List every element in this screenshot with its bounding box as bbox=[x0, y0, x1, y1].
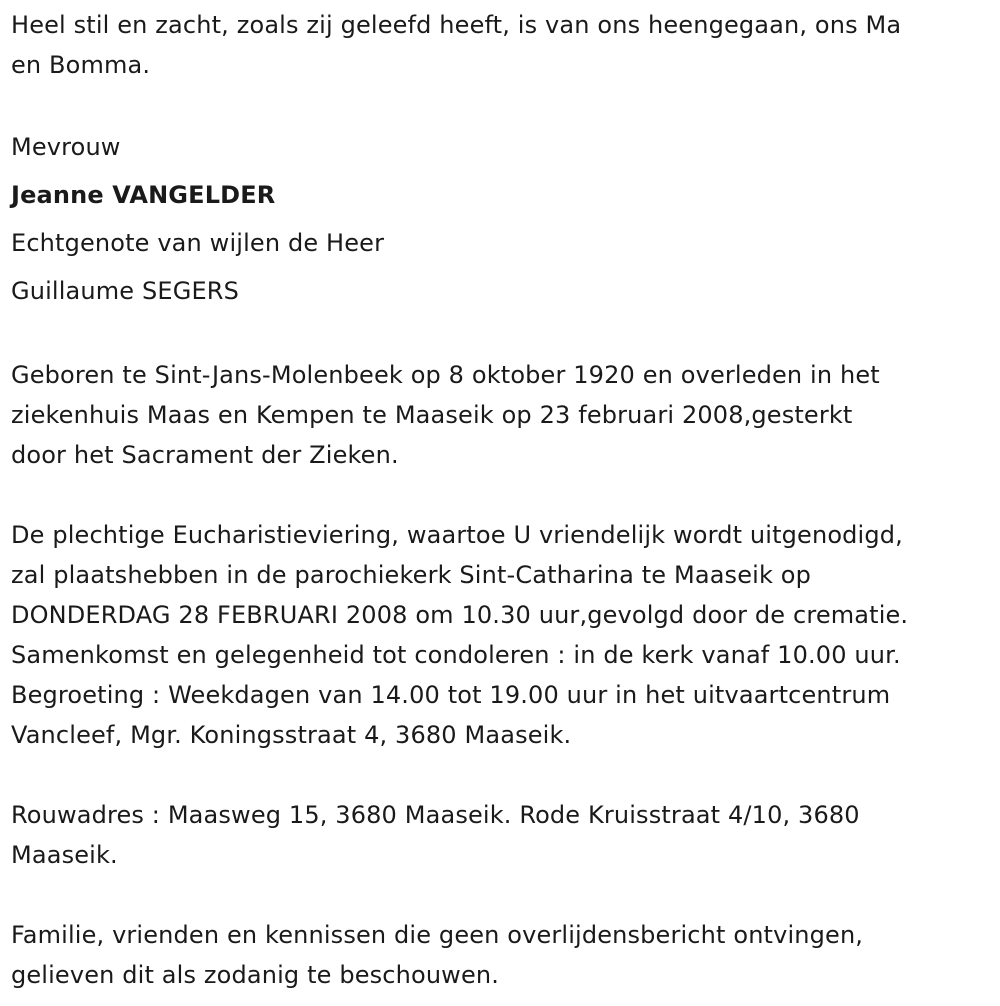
spouse-name: Guillaume SEGERS bbox=[11, 277, 239, 305]
deceased-name: Jeanne VANGELDER bbox=[11, 181, 276, 209]
ceremony-line: De plechtige Eucharistieviering, waartoe U vriendelijk wordt uitgenodigd, bbox=[11, 521, 903, 549]
salutation: Mevrouw bbox=[11, 133, 121, 161]
intro-line: en Bomma. bbox=[11, 51, 151, 79]
closing-line: gelieven dit als zodanig te beschouwen. bbox=[11, 961, 500, 989]
ceremony-line: Begroeting : Weekdagen van 14.00 tot 19.00 uur in het uitvaartcentrum bbox=[11, 681, 891, 709]
deceased-block bbox=[11, 123, 996, 315]
ceremony-line: Samenkomst en gelegenheid tot condoleren : in de kerk vanaf 10.00 uur. bbox=[11, 641, 901, 669]
intro-paragraph bbox=[11, 5, 996, 85]
birth-death-paragraph bbox=[11, 355, 996, 475]
address-line: Rouwadres : Maasweg 15, 3680 Maaseik. Rode Kruisstraat 4/10, 3680 bbox=[11, 801, 860, 829]
spacer bbox=[11, 875, 996, 915]
address-line: Maaseik. bbox=[11, 841, 118, 869]
intro-line: Heel stil en zacht, zoals zij geleefd heeft, is van ons heengegaan, ons Ma bbox=[11, 11, 902, 39]
ceremony-paragraph bbox=[11, 515, 996, 755]
ceremony-line: Vancleef, Mgr. Koningsstraat 4, 3680 Maaseik. bbox=[11, 721, 572, 749]
closing-line: Familie, vrienden en kennissen die geen overlijdensbericht ontvingen, bbox=[11, 921, 864, 949]
birth-death-line: door het Sacrament der Zieken. bbox=[11, 441, 399, 469]
ceremony-line: zal plaatshebben in de parochiekerk Sint-Catharina te Maaseik op bbox=[11, 561, 811, 589]
relation-line: Echtgenote van wijlen de Heer bbox=[11, 229, 385, 257]
closing-paragraph bbox=[11, 915, 996, 995]
spacer bbox=[11, 85, 996, 123]
birth-death-line: Geboren te Sint-Jans-Molenbeek op 8 oktober 1920 en overleden in het bbox=[11, 361, 880, 389]
obituary-document bbox=[11, 5, 996, 995]
spacer bbox=[11, 315, 996, 355]
address-paragraph bbox=[11, 795, 996, 875]
spacer bbox=[11, 755, 996, 795]
ceremony-line: DONDERDAG 28 FEBRUARI 2008 om 10.30 uur,gevolgd door de crematie. bbox=[11, 601, 909, 629]
birth-death-line: ziekenhuis Maas en Kempen te Maaseik op 23 februari 2008,gesterkt bbox=[11, 401, 853, 429]
spacer bbox=[11, 475, 996, 515]
